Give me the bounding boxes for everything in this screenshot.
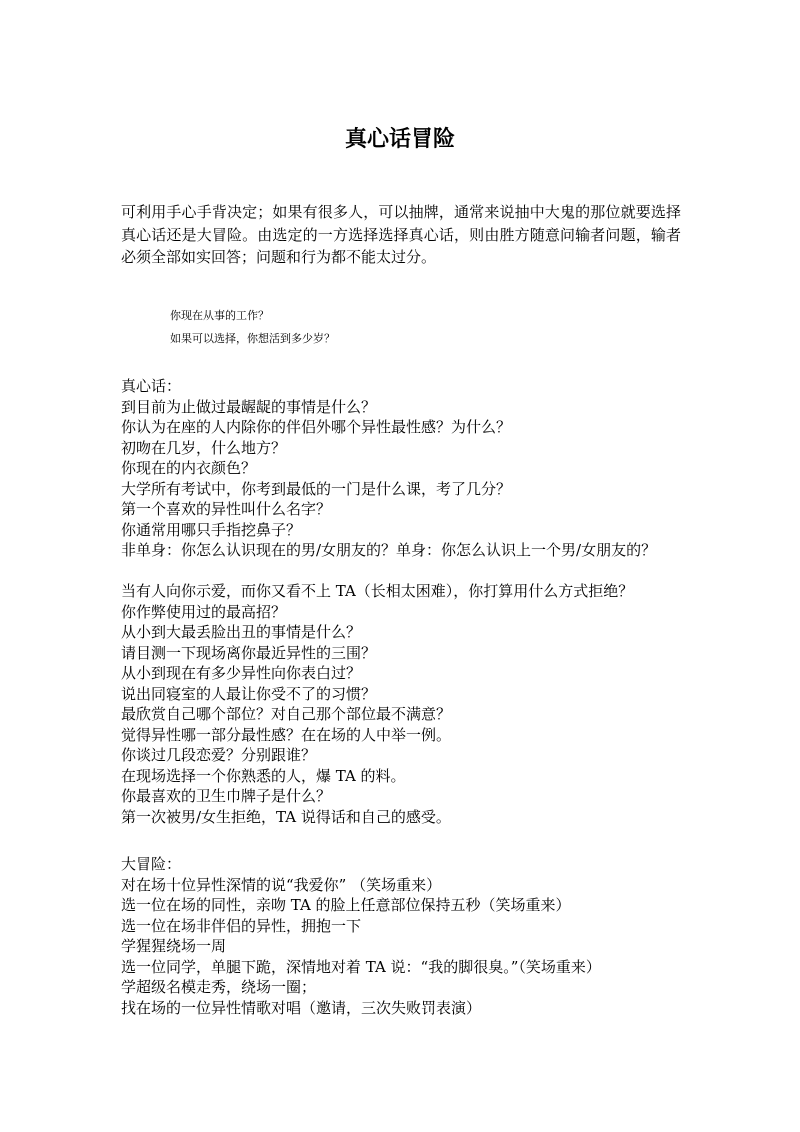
truth-question-list — [121, 397, 721, 828]
sample-questions — [170, 304, 570, 350]
truth-question: 当有人向你示爱，而你又看不上 TA（长相太困难），你打算用什么方式拒绝？ — [121, 582, 634, 600]
truth-question: 请目测一下现场离你最近异性的三围？ — [121, 643, 377, 662]
truth-question: 你最喜欢的卫生巾牌子是什么？ — [121, 787, 332, 805]
truth-question: 第一次被男/女生拒绝，TA 说得话和自己的感受。 — [121, 807, 451, 826]
sample-question: 如果可以选择，你想活到多少岁？ — [170, 332, 335, 345]
truth-question: 说出同寝室的人最让你受不了的习惯？ — [121, 684, 377, 703]
truth-question: 你谈过几段恋爱？分别跟谁？ — [121, 746, 317, 764]
truth-question: 从小到现在有多少异性向你表白过？ — [121, 664, 362, 682]
truth-question: 你通常用哪只手指挖鼻子？ — [121, 520, 302, 539]
dare-item-list — [121, 875, 721, 1019]
truth-question: 到目前为止做过最龌龊的事情是什么？ — [121, 397, 377, 416]
intro-paragraph: 可利用手心手背决定；如果有很多人，可以抽牌，通常来说抽中大鬼的那位就要选择真心话还是大冒险。由选定的一方选择选择真心话，则由胜方随意问输者问题，输者必须全部如实回答；问题和行为都不能太过分。 — [121, 203, 681, 266]
dare-item: 选一位同学，单腿下跪，深情地对着 TA 说：“我的脚很臭。”（笑场重来） — [121, 957, 601, 976]
truth-question: 你作弊使用过的最高招？ — [121, 602, 287, 621]
dare-section — [121, 854, 721, 1018]
truth-question: 最欣赏自己哪个部位？对自己那个部位最不满意？ — [121, 705, 452, 723]
truth-question: 觉得异性哪一部分最性感？在在场的人中举一例。 — [121, 725, 452, 744]
sample-question: 你现在从事的工作？ — [170, 309, 269, 322]
dare-item: 找在场的一位异性情歌对唱（邀请，三次失败罚表演） — [121, 998, 482, 1017]
truth-question: 在现场选择一个你熟悉的人，爆 TA 的料。 — [121, 766, 406, 785]
truth-question: 非单身：你怎么认识现在的男/女朋友的？单身：你怎么认识上一个男/女朋友的？ — [121, 541, 657, 559]
truth-question: 你认为在座的人内除你的伴侣外哪个异性最性感？为什么？ — [121, 418, 512, 436]
truth-question: 第一个喜欢的异性叫什么名字？ — [121, 500, 332, 518]
page-title: 真心话冒险 — [344, 126, 455, 152]
dare-item: 对在场十位异性深情的说“我爱你” （笑场重来） — [121, 875, 442, 894]
dare-item: 学猩猩绕场一周 — [121, 937, 227, 955]
dare-item: 选一位在场非伴侣的异性，拥抱一下 — [121, 916, 362, 935]
dare-item: 选一位在场的同性，亲吻 TA 的脸上任意部位保持五秒（笑场重来） — [121, 896, 571, 914]
dare-item: 学超级名模走秀，绕场一圈； — [121, 978, 317, 996]
truth-question: 从小到大最丢脸出丑的事情是什么？ — [121, 623, 362, 641]
truth-question: 你现在的内衣颜色？ — [121, 459, 257, 477]
dare-heading: 大冒险： — [121, 855, 182, 873]
truth-section — [121, 376, 721, 827]
truth-question: 初吻在几岁，什么地方？ — [121, 438, 287, 457]
truth-heading: 真心话： — [121, 377, 182, 395]
truth-question: 大学所有考试中，你考到最低的一门是什么课，考了几分？ — [121, 479, 512, 498]
